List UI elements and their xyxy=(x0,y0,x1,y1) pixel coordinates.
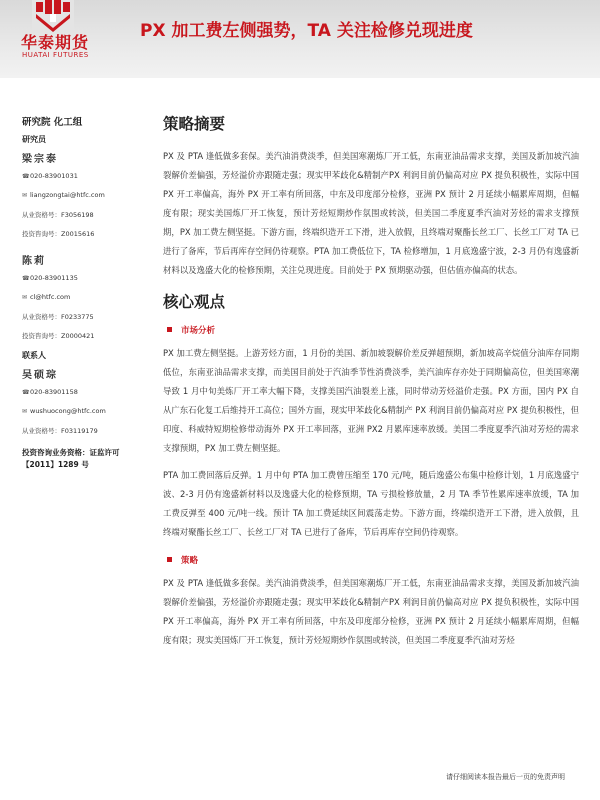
red-square-bullet-icon xyxy=(167,327,172,332)
analyst-invest-license: 投资咨询号：Z0015616 xyxy=(22,230,95,238)
email-icon: ✉ xyxy=(22,192,28,199)
summary-paragraph: PX 及 PTA 逢低做多套保。美汽油消费淡季，但美国寒潮炼厂开工低，东南亚油品需求支撑，美国及新加坡汽油裂解价差偏强，芳烃溢价亦跟随走强；现实甲苯歧化&精制产PX 利润目前仍偏高对应 PX 提负积极性，实际中国 PX 开工率偏高，海外 PX 开工率有所回落，中东及印度部分检修，亚洲 PX 预计 2 月延续小幅累库周期，但幅度有限；现实美国炼厂开工恢复，预计芳烃短期炒作氛围或转淡，但美国二季度夏季汽油对芳烃的需求支撑预期，PX 加工费左侧坚挺。下游方面，终端织造开工下滑，进入放假，且终端对聚酯长丝工厂、长丝工厂对 TA 已进行了备库，节后再库存空间仍待观察。PTA 加工费低位下，TA 检修增加，1 月底逸盛宁波，2-3 月仍有逸盛新材料以及逸盛大化的检修预期，关注兑现进度。目前处于 PX 预期驱动强，但估值亦偏高的状态。 xyxy=(163,151,579,275)
email-icon: ✉ xyxy=(22,294,28,301)
analyst-name: 陈莉 xyxy=(22,256,46,267)
analyst-phone: ☎020-83901031 xyxy=(22,172,78,180)
huatai-logo-icon xyxy=(32,0,74,32)
email-icon: ✉ xyxy=(22,408,28,415)
red-square-bullet-icon xyxy=(167,557,172,562)
analyst-invest-license: 投资咨询号：Z0000421 xyxy=(22,332,95,340)
disclaimer-footer: 请仔细阅读本报告最后一页的免责声明 xyxy=(446,773,565,781)
analyst-name: 梁宗泰 xyxy=(22,154,58,165)
strategy-heading: 策略 xyxy=(167,554,579,566)
researcher-heading: 研究员 xyxy=(22,135,46,144)
contact-name: 吴硕琮 xyxy=(22,370,58,381)
market-paragraph: PX 加工费左侧坚挺。上游芳烃方面，1 月份的美国、新加坡裂解价差反弹超预期，新加坡高辛烷值分油库存同期低位，东南亚油品需求支撑，而美国目前处于汽油季节性消费淡季，美汽油库存亦处于同期偏高位，但美国寒潮导致 1 月中旬美炼厂开工率大幅下降，支撑美国汽油裂差上涨，同时带动芳烃溢价走强。PX 方面，国内 PX 自从广东石化复工后维持开工高位；国外方面，现实甲苯歧化&精制产 PX 利润目前仍偏高对应 PX 提负积极性，但印度、科威特短期检修带动海外 PX 开工率回落，亚洲 PX2 月累库速率放缓。美国二季度夏季汽油对芳烃的需求支撑预期，PX 加工费左侧坚挺。 xyxy=(163,348,579,453)
report-header xyxy=(0,0,600,78)
analyst-phone: ☎020-83901135 xyxy=(22,274,78,282)
analyst-email[interactable]: ✉ cl@htfc.com xyxy=(22,293,71,301)
research-dept: 研究院 化工组 xyxy=(22,117,83,128)
logo-chinese-name: 华泰期货 xyxy=(21,33,90,52)
contact-phone: ☎020-83901158 xyxy=(22,388,78,396)
analyst-email[interactable]: ✉ liangzongtai@htfc.com xyxy=(22,191,105,199)
logo-english-name: HUATAI FUTURES xyxy=(22,51,89,59)
contact-license: 从业资格号：F03119179 xyxy=(22,427,98,435)
market-paragraph: PTA 加工费回落后反弹。1 月中旬 PTA 加工费曾压缩至 170 元/吨，随后逸盛公布集中检修计划，1 月底逸盛宁波、2-3 月仍有逸盛新材料以及逸盛大化的检修预期，TA 亏损检修放量，2 月 TA 季节性累库速率放缓，TA 加工费反弹至 400 元/吨一线。预计 TA 加工费延续区间震荡走势。下游方面，终端织造开工下滑，进入放假，且终端对聚酯长丝工厂、长丝工厂对 TA 已进行了备库，节后再库存空间仍待观察。 xyxy=(163,470,579,537)
analyst-license: 从业资格号：F0233775 xyxy=(22,313,94,321)
phone-icon: ☎ xyxy=(22,389,30,396)
core-view-heading: 核心观点 xyxy=(163,293,226,311)
contact-heading: 联系人 xyxy=(22,351,46,360)
report-title: PX 加工费左侧强势，TA 关注检修兑现进度 xyxy=(140,21,473,41)
phone-icon: ☎ xyxy=(22,275,30,282)
sidebar xyxy=(22,114,140,471)
contact-email[interactable]: ✉ wushuocong@htfc.com xyxy=(22,407,106,415)
strategy-paragraph: PX 及 PTA 逢低做多套保。美汽油消费淡季，但美国寒潮炼厂开工低，东南亚油品需求支撑，美国及新加坡汽油裂解价差偏强，芳烃溢价亦跟随走强；现实甲苯歧化&精制产PX 利润目前仍偏高对应 PX 提负积极性，实际中国 PX 开工率偏高，海外 PX 开工率有所回落，中东及印度部分检修，亚洲 PX 预计 2 月延续小幅累库周期，但幅度有限；现实美国炼厂开工恢复，预计芳烃短期炒作氛围或转淡，但美国二季度夏季汽油对芳烃 xyxy=(163,578,579,645)
phone-icon: ☎ xyxy=(22,173,30,180)
analyst-license: 从业资格号：F3056198 xyxy=(22,211,94,219)
main-content xyxy=(163,112,579,650)
qualification-note: 投资咨询业务资格：证监许可【2011】1289 号 xyxy=(22,448,120,469)
summary-heading: 策略摘要 xyxy=(163,115,226,133)
market-analysis-heading: 市场分析 xyxy=(167,324,579,336)
